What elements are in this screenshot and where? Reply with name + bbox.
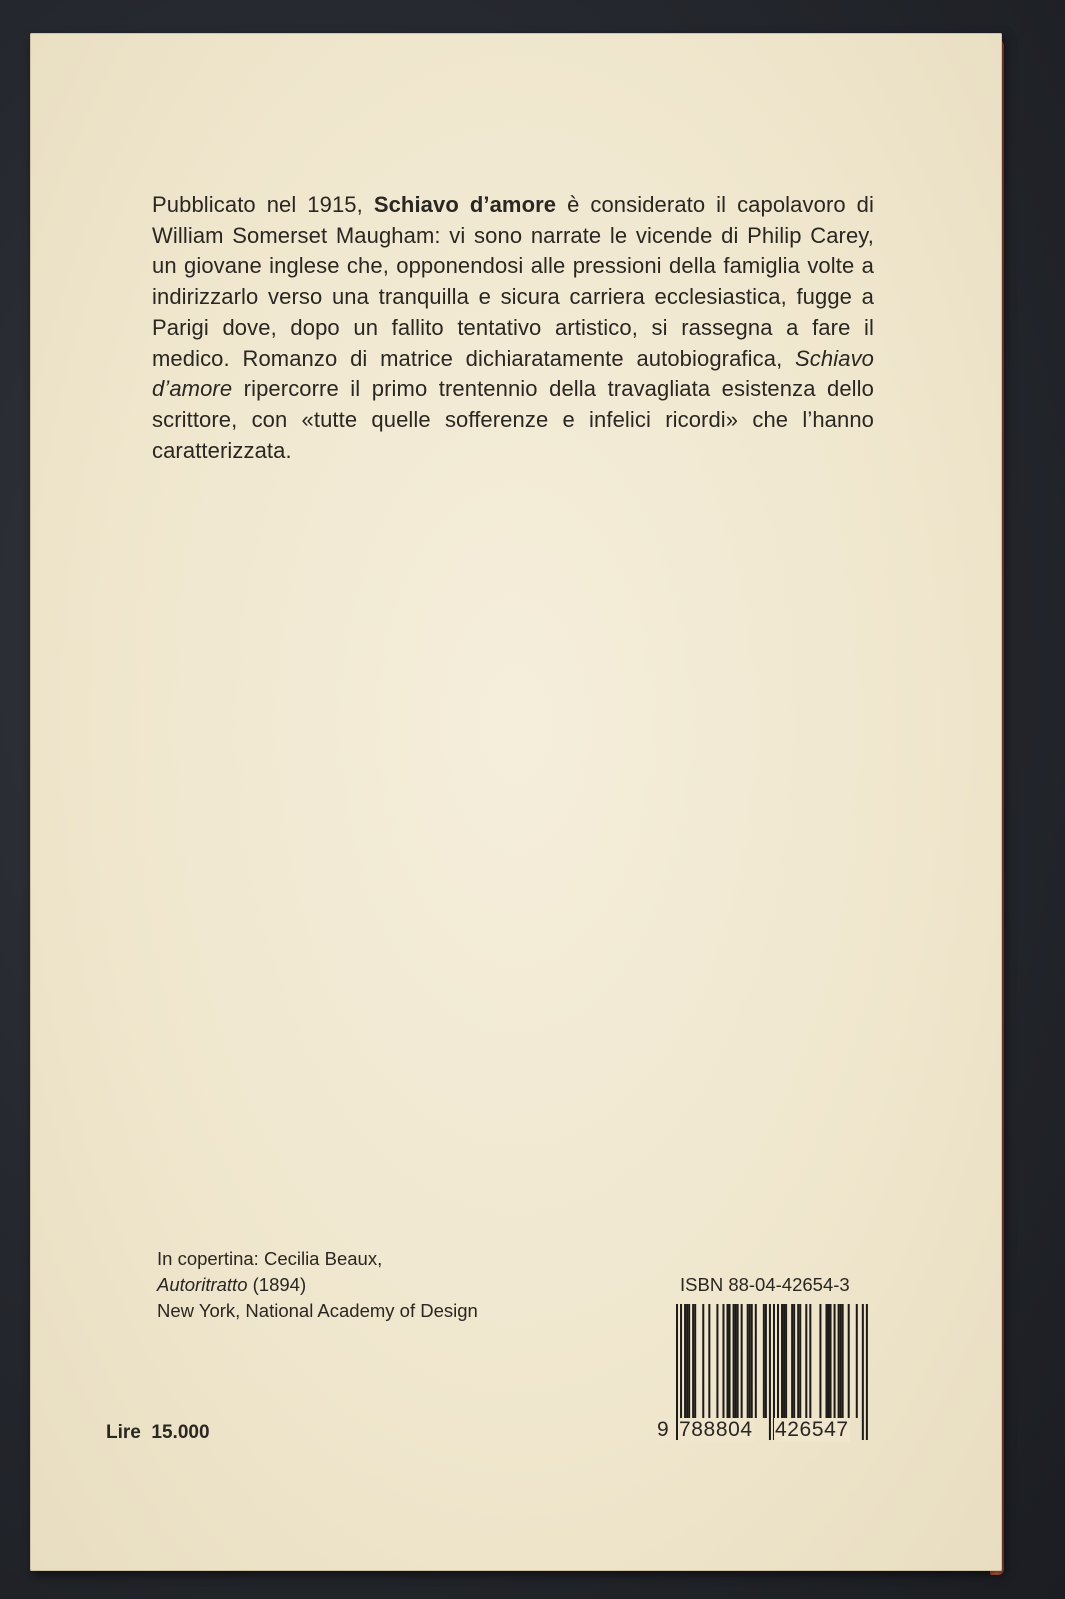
barcode-bar: [733, 1304, 735, 1418]
barcode-bar: [737, 1304, 739, 1418]
barcode-lead-digit: 9: [657, 1418, 670, 1441]
price-label: Lire 15.000: [106, 1422, 210, 1443]
blurb-lead: Pubblicato nel 1915,: [152, 192, 374, 217]
barcode: [656, 1302, 870, 1454]
barcode-bar: [793, 1304, 795, 1418]
barcode-bar: [751, 1304, 753, 1418]
barcode-bar: [866, 1304, 868, 1440]
barcode-bar: [783, 1304, 785, 1418]
barcode-bar: [856, 1304, 858, 1418]
barcode-bar: [797, 1304, 799, 1418]
barcode-bar: [848, 1304, 850, 1418]
barcode-bar: [785, 1304, 787, 1418]
blurb-part2: ripercorre il primo trentennio della travagliata esistenza dello scrittore, con «tutte quelle sofferenze e infelici ricordi» che l’hanno caratterizzata.: [152, 376, 874, 463]
barcode-bar: [840, 1304, 842, 1418]
barcode-bar: [834, 1304, 836, 1418]
barcode-right-group: 426547: [775, 1418, 849, 1441]
barcode-left-group: 788804: [679, 1418, 753, 1441]
blurb-text: [152, 190, 874, 466]
barcode-bar: [692, 1304, 694, 1418]
barcode-bar: [830, 1304, 832, 1418]
credit-work-title: Autoritratto: [157, 1274, 248, 1295]
barcode-bar: [763, 1304, 765, 1418]
barcode-bar: [862, 1304, 864, 1440]
barcode-bar: [842, 1304, 844, 1418]
barcode-bar: [684, 1304, 686, 1418]
barcode-bar: [722, 1304, 724, 1418]
barcode-bar: [828, 1304, 830, 1418]
barcode-bar: [777, 1304, 779, 1418]
barcode-bar: [819, 1304, 821, 1418]
barcode-bar: [825, 1304, 827, 1418]
barcode-bar: [809, 1304, 811, 1418]
cover-credit: [157, 1246, 478, 1324]
barcode-bar: [747, 1304, 749, 1418]
barcode-bar: [727, 1304, 729, 1418]
credit-line-2: [157, 1272, 478, 1298]
blurb-title-italic: Schiavo d’amore: [152, 345, 874, 402]
isbn-label: ISBN 88-04-42654-3: [680, 1274, 850, 1295]
barcode-bar: [694, 1304, 696, 1418]
barcode-bar: [799, 1304, 801, 1418]
barcode-bar: [838, 1304, 840, 1418]
barcode-bar: [686, 1304, 688, 1418]
barcode-bar: [708, 1304, 710, 1418]
credit-work-year: (1894): [247, 1274, 307, 1295]
barcode-bar: [735, 1304, 737, 1418]
barcode-bar: [805, 1304, 807, 1418]
blurb-title-bold: Schiavo d’amore: [373, 192, 557, 217]
barcode-bar: [765, 1304, 767, 1418]
credit-line-3: New York, National Academy of Design: [157, 1300, 478, 1321]
barcode-bar: [716, 1304, 718, 1418]
barcode-bar: [781, 1304, 783, 1418]
barcode-bar: [755, 1304, 757, 1418]
credit-line-1: In copertina: Cecilia Beaux,: [157, 1248, 383, 1269]
barcode-bar: [702, 1304, 704, 1418]
barcode-bar: [688, 1304, 690, 1418]
barcode-bar: [741, 1304, 743, 1418]
barcode-bar: [769, 1304, 771, 1440]
barcode-bar: [791, 1304, 793, 1418]
barcode-bar: [749, 1304, 751, 1418]
barcode-bar: [729, 1304, 731, 1418]
blurb-part1: è considerato il capolavoro di William Somerset Maugham: vi sono narrate le vicende di Philip Carey, un giovane inglese che, opponendosi alle pressioni della famiglia volte a indirizzarlo verso una tranquilla e sicura carriera ecclesiastica, fugge a Parigi dove, dopo un fallito tentativo artistico, si rassegna a fare il medico. Romanzo di matrice dichiaratamente autobiografica,: [152, 192, 874, 371]
